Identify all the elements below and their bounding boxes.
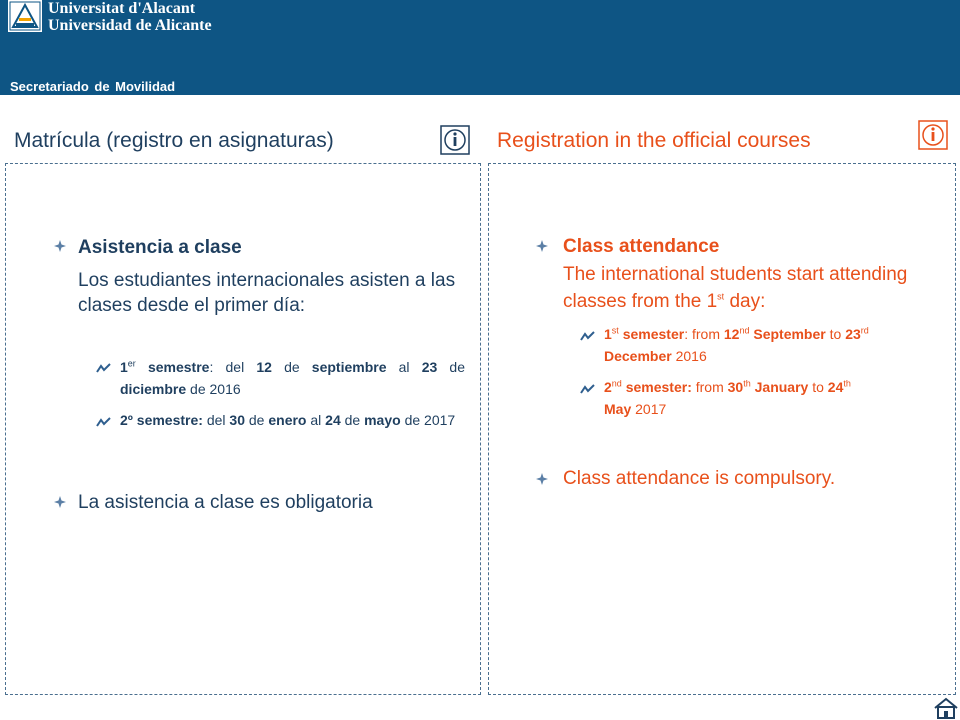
intro-en-text: The international students start attending classes from the 1: [563, 264, 908, 312]
sem2-es-label: 2º semestre:: [120, 412, 203, 428]
semester-1-en: [604, 323, 949, 367]
sem1-en-num: 1: [604, 326, 612, 342]
university-name: [48, 0, 212, 34]
department-name: Secretariado de Movilidad: [10, 79, 176, 94]
sem1-en-label: semester: [618, 326, 685, 342]
arrow-bullet-icon: [580, 330, 596, 342]
sem2-es-t2: de: [245, 412, 269, 428]
sem2-es-t5: de 2017: [400, 412, 456, 428]
sem2-en-label: semester:: [621, 379, 692, 395]
sem1-en-t2: to: [825, 326, 846, 342]
mandatory-en: Class attendance is compulsory.: [563, 468, 836, 489]
university-logo: [8, 0, 42, 32]
sem2-en-d1: 30: [727, 379, 744, 395]
sem2-es-m2: mayo: [364, 412, 401, 428]
mandatory-es: La asistencia a clase es obligatoria: [78, 492, 373, 513]
heading-class-attendance: Class attendance: [563, 236, 720, 257]
sem1-en-d2-sup: rd: [860, 325, 869, 336]
sem2-es-t3: al: [306, 412, 326, 428]
sem2-es-m1: enero: [268, 412, 307, 428]
sem1-es-t1: : del: [209, 359, 257, 375]
university-name-line2: Universidad de Alicante: [48, 17, 212, 34]
sem2-en-d2-sup: th: [843, 378, 851, 389]
diamond-bullet-icon: [536, 240, 548, 252]
sem1-es-d1: 12: [256, 359, 272, 375]
sem1-es-t3: al: [386, 359, 422, 375]
heading-asistencia: Asistencia a clase: [78, 237, 242, 258]
sem1-es-m1: septiembre: [311, 359, 387, 375]
arrow-bullet-icon: [96, 416, 112, 428]
header-banner: [0, 0, 960, 95]
info-icon[interactable]: [440, 125, 470, 155]
semester-1-es: [120, 356, 465, 400]
diamond-bullet-icon: [54, 496, 66, 508]
panel-english: [488, 163, 956, 695]
sem1-es-sup: er: [127, 358, 136, 369]
home-icon[interactable]: [933, 697, 959, 719]
sem1-en-t3: 2016: [671, 348, 707, 364]
sem1-es-num: 1: [120, 359, 128, 375]
sem1-en-m1: September: [749, 326, 826, 342]
sem2-en-m1: January: [750, 379, 809, 395]
intro-en-end: day:: [724, 291, 766, 312]
sem2-en-num: 2: [604, 379, 612, 395]
sem2-en-d1-sup: th: [743, 378, 751, 389]
sem2-es-t4: de: [340, 412, 365, 428]
sem2-es-t1: del: [202, 412, 230, 428]
sem1-es-t5: de 2016: [186, 381, 241, 397]
semester-2-en: [604, 376, 949, 420]
sem2-en-t2: to: [808, 379, 828, 395]
sem1-es-t2: de: [271, 359, 312, 375]
university-name-line1: Universitat d'Alacant: [48, 0, 196, 17]
sem1-en-m2: December: [604, 348, 672, 364]
sem2-en-m2: May: [604, 401, 632, 417]
sem1-es-m2: diciembre: [120, 381, 187, 397]
intro-es: Los estudiantes internacionales asisten a las clases desde el primer día:: [78, 270, 456, 316]
sem2-en-d2: 24: [827, 379, 844, 395]
diamond-bullet-icon: [536, 473, 548, 485]
sem2-es-d2: 24: [325, 412, 341, 428]
title-english: Registration in the official courses: [497, 129, 811, 152]
sem2-en-sup: nd: [611, 378, 622, 389]
intro-en-sup: st: [717, 291, 725, 302]
sem2-en-t3: 2017: [631, 401, 667, 417]
semester-2-es: [120, 409, 465, 431]
sem2-es-d1: 30: [229, 412, 245, 428]
sem1-en-d1: 12: [723, 326, 740, 342]
arrow-bullet-icon: [580, 383, 596, 395]
sem2-en-t1: from: [691, 379, 728, 395]
info-icon[interactable]: [918, 120, 948, 150]
sem1-en-d1-sup: nd: [739, 325, 750, 336]
intro-en: [563, 261, 923, 315]
sem1-en-t1: : from: [684, 326, 724, 342]
arrow-bullet-icon: [96, 362, 112, 374]
diamond-bullet-icon: [54, 240, 66, 252]
sem1-en-d2: 23: [845, 326, 861, 342]
title-spanish: Matrícula (registro en asignaturas): [14, 129, 334, 152]
sem1-en-sup: st: [611, 325, 619, 336]
sem1-es-d2: 23: [421, 359, 438, 375]
sem1-es-label: semestre: [147, 359, 210, 375]
sem1-es-t4: de: [437, 359, 466, 375]
